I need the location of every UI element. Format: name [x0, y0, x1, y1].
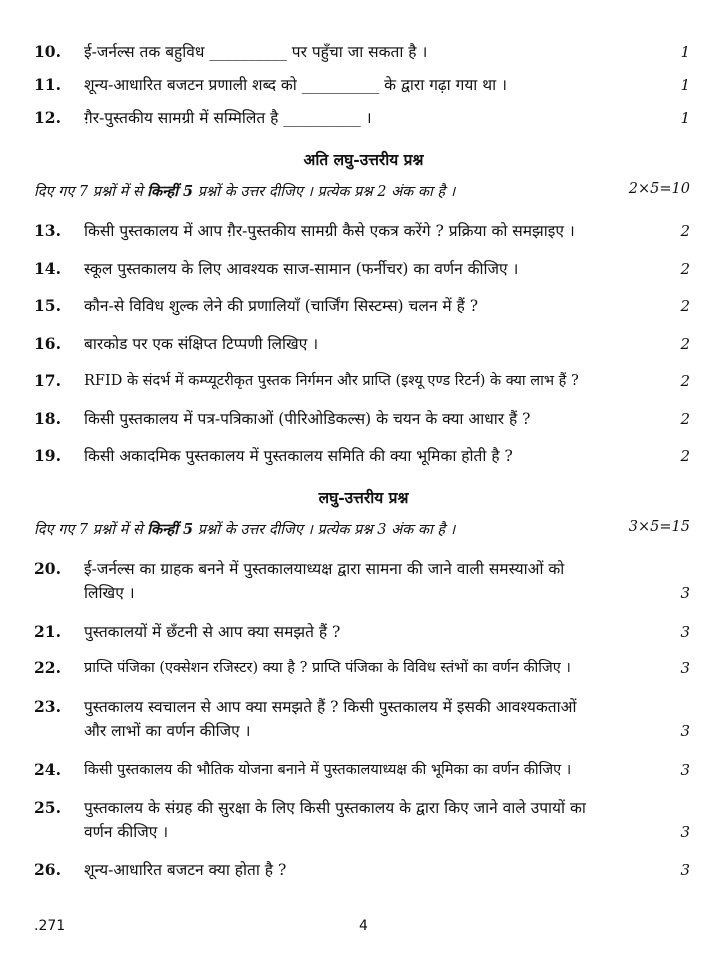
question-number: 23. [34, 697, 61, 716]
question-number: 12. [34, 108, 61, 127]
question-marks: 2 [680, 260, 690, 278]
instruction-prefix: दिए गए 7 प्रश्नों में से [34, 184, 148, 200]
question-number: 18. [34, 409, 61, 428]
question-marks: 3 [680, 861, 690, 879]
question-marks: 2 [680, 372, 690, 390]
question-number: 26. [34, 860, 61, 879]
question-text: पुस्तकालय स्वचालन से आप क्या समझते हैं ? किसी पुस्तकालय में इसकी आवश्यकताओं [84, 698, 577, 716]
question-text: शून्य-आधारित बजटन क्या होता है ? [84, 861, 287, 879]
question-text: और लाभों का वर्णन कीजिए । [84, 722, 251, 740]
question-number: 15. [34, 296, 61, 315]
question-text: पुस्तकालय के संग्रह की सुरक्षा के लिए किसी पुस्तकालय के द्वारा किए जाने वाले उपायों का [84, 799, 586, 817]
instruction-emphasis: किन्हीं 5 [147, 521, 194, 538]
question-text: वर्णन कीजिए । [84, 823, 169, 841]
instruction-prefix: दिए गए 7 प्रश्नों में से [34, 522, 148, 538]
question-marks: 2 [680, 297, 690, 315]
question-number: 21. [34, 622, 61, 641]
question-number: 10. [34, 42, 61, 61]
question-text: स्कूल पुस्तकालय के लिए आवश्यक साज-सामान (फर्नीचर) का वर्णन कीजिए । [84, 260, 519, 278]
question-number: 25. [34, 798, 61, 817]
instruction-suffix: प्रश्नों के उत्तर दीजिए । प्रत्येक प्रश्न 3 अंक का है । [193, 522, 456, 538]
paper-code: .271 [34, 918, 66, 934]
question-number: 17. [34, 371, 61, 390]
question-text: प्राप्ति पंजिका (एक्सेशन रजिस्टर) क्या है ? प्राप्ति पंजिका के विविध स्तंभों का वर्णन कीजिए । [84, 660, 571, 676]
section-instructions [34, 519, 690, 539]
question-number: 11. [34, 75, 61, 94]
question-text: RFID के संदर्भ में कम्प्यूटरीकृत पुस्तक निर्गमन और प्राप्ति (इश्यू एण्ड रिटर्न) के क्या लाभ हैं ? [84, 373, 579, 389]
question-text: किसी पुस्तकालय की भौतिक योजना बनाने में पुस्तकालयाध्यक्ष की भूमिका का वर्णन कीजिए । [84, 762, 572, 778]
question-text: पुस्तकालयों में छँटनी से आप क्या समझते हैं ? [84, 623, 341, 641]
section-instructions [34, 181, 690, 201]
question-marks: 2 [680, 335, 690, 353]
question-number: 14. [34, 259, 61, 278]
instruction-emphasis: किन्हीं 5 [147, 183, 194, 200]
question-number: 22. [34, 658, 61, 677]
question-marks: 2 [680, 447, 690, 465]
question-text: ई-जर्नल्स का ग्राहक बनने में पुस्तकालयाध्यक्ष द्वारा सामना की जाने वाली समस्याओं को [84, 560, 565, 578]
question-number: 19. [34, 446, 61, 465]
question-text: बारकोड पर एक संक्षिप्त टिप्पणी लिखिए । [84, 335, 319, 353]
question-marks: 3 [680, 584, 690, 602]
section-score: 3×5=15 [628, 519, 690, 535]
question-text: किसी पुस्तकालय में आप ग़ैर-पुस्तकीय सामग्री कैसे एकत्र करेंगे ? प्रक्रिया को समझाइए । [84, 222, 575, 240]
page-number: 4 [359, 918, 368, 934]
question-text: कौन-से विविध शुल्क लेने की प्रणालियाँ (चार्जिंग सिस्टम्स) चलन में हैं ? [84, 297, 479, 315]
question-number: 24. [34, 760, 61, 779]
question-text: लिखिए । [84, 584, 135, 602]
question-marks: 3 [680, 761, 690, 779]
question-text: किसी अकादमिक पुस्तकालय में पुस्तकालय समिति की क्या भूमिका होती है ? [84, 447, 513, 465]
question-text: किसी पुस्तकालय में पत्र-पत्रिकाओं (पीरिओडिकल्स) के चयन के क्या आधार हैं ? [84, 410, 531, 428]
instruction-suffix: प्रश्नों के उत्तर दीजिए । प्रत्येक प्रश्न 2 अंक का है । [193, 184, 456, 200]
section-title-short: लघु-उत्तरीय प्रश्न [318, 488, 409, 507]
question-text: शून्य-आधारित बजटन प्रणाली शब्द को __________ के द्वारा गढ़ा गया था । [84, 76, 507, 94]
question-text: ई-जर्नल्स तक बहुविध __________ पर पहुँचा जा सकता है । [84, 43, 428, 61]
section-score: 2×5=10 [628, 181, 690, 197]
question-text: ग़ैर-पुस्तकीय सामग्री में सम्मिलित है __________ । [84, 109, 372, 127]
question-marks: 3 [680, 623, 690, 641]
question-marks: 1 [680, 109, 690, 127]
section-title-very-short: अति लघु-उत्तरीय प्रश्न [303, 150, 424, 169]
question-marks: 3 [680, 722, 690, 740]
question-marks: 1 [680, 43, 690, 61]
question-number: 20. [34, 559, 61, 578]
question-marks: 2 [680, 222, 690, 240]
question-marks: 3 [680, 659, 690, 677]
question-marks: 3 [680, 823, 690, 841]
question-marks: 2 [680, 410, 690, 428]
question-number: 16. [34, 334, 61, 353]
question-number: 13. [34, 221, 61, 240]
question-marks: 1 [680, 76, 690, 94]
